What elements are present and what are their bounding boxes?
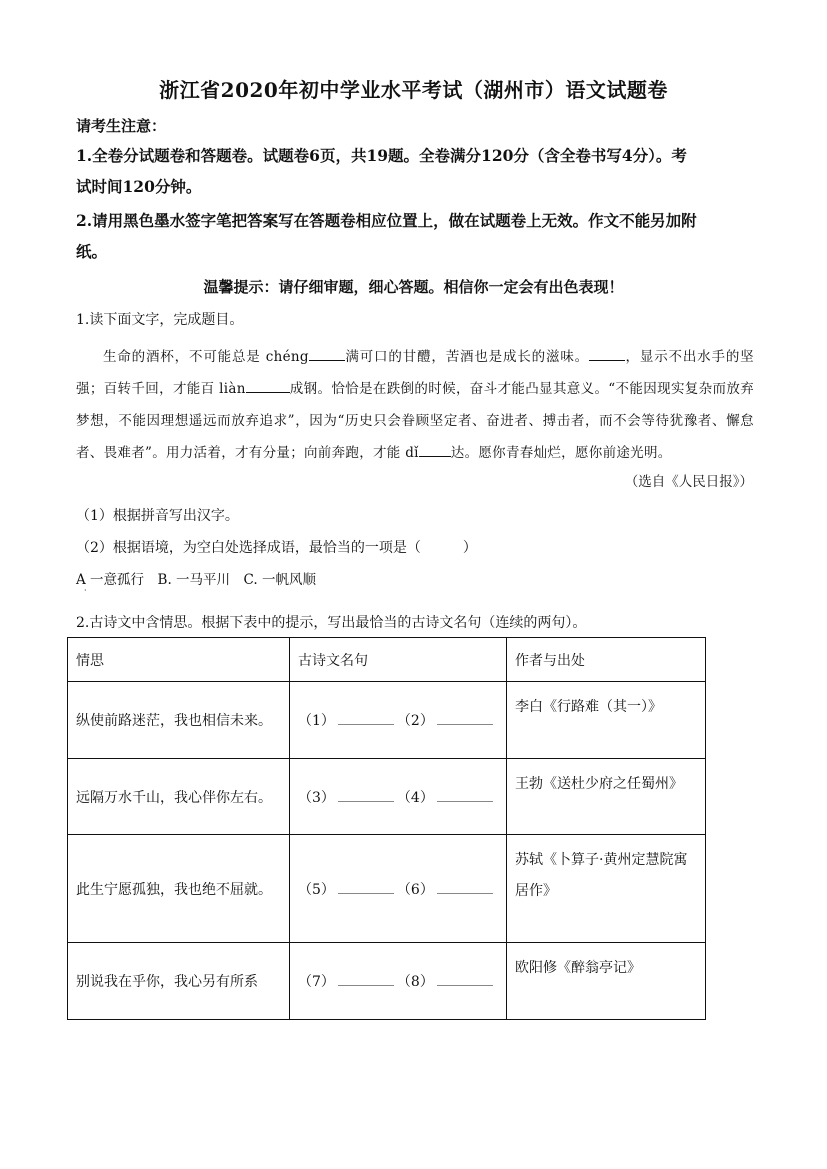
table-row <box>68 943 706 1020</box>
table-row <box>68 682 706 759</box>
answer-blank[interactable] <box>419 442 451 457</box>
answer-blank[interactable] <box>246 378 290 393</box>
question-2-stem: 2.古诗文中含情思。根据下表中的提示，写出最恰当的古诗文名句（连续的两句）。 <box>76 615 587 631</box>
author-cell: 王勃《送杜少府之任蜀州》 <box>507 759 706 835</box>
answer-blank[interactable] <box>589 346 625 361</box>
answer-cell[interactable]: （1） （2） <box>290 682 507 759</box>
answer-blank[interactable] <box>338 789 394 802</box>
exam-title: 浙江省2020年初中学业水平考试（湖州市）语文试题卷 <box>159 78 668 102</box>
emotion-cell: 纵使前路迷茫，我也相信未来。 <box>68 682 290 759</box>
answer-blank[interactable] <box>437 881 493 894</box>
table-row <box>68 759 706 835</box>
tip-text: 温馨提示：请仔细审题，细心答题。相信你一定会有出色表现！ <box>203 278 624 296</box>
question-1-sub-2: （2）根据语境，为空白处选择成语，最恰当的一项是（ ） <box>76 540 477 556</box>
question-1-stem: 1.读下面文字，完成题目。 <box>76 312 244 328</box>
answer-blank[interactable] <box>338 712 394 725</box>
notice-heading: 请考生注意： <box>76 117 167 135</box>
passage-source: （选自《人民日报》） <box>624 474 753 490</box>
notice-item-1: 1.全卷分试题卷和答题卷。试题卷6页，共19题。全卷满分120分（含全卷书写4分）。考 试时间120分钟。 <box>76 146 687 196</box>
table-header: 情思 <box>68 638 290 682</box>
table-header: 古诗文名句 <box>290 638 507 682</box>
answer-cell[interactable]: （3） （4） <box>290 759 507 835</box>
answer-blank[interactable] <box>437 712 493 725</box>
question-1-options: A 一意孤行 B. 一马平川 C. 一帆风顺 <box>76 572 316 588</box>
stray-dot: · <box>84 586 87 595</box>
notice-item-2: 2.请用黑色墨水签字笔把答案写在答题卷相应位置上，做在试题卷上无效。作文不能另加附 纸。 <box>76 211 697 261</box>
table-header-row <box>68 638 706 682</box>
reading-passage: 生命的酒杯，不可能总是 chéng 满可口的甘醴，苦酒也是成长的滋味。 ，显示不出水手的坚强；百转千回，才能百 liàn 成钢。恰恰是在跌倒的时候，奋斗才能凸显其意义。“不能因现实复杂而放弃梦想，不能因理想遥远而放弃追求”，因为“历史只会眷顾坚定者、奋进者、搏击者，而不会等待犹豫者、懈怠者、畏难者”。用力活着，才有分量；向前奔跑，才能 dǐ 达。愿你青春灿烂，愿你前途光明。 <box>76 341 754 469</box>
answer-blank[interactable] <box>309 346 345 361</box>
answer-cell[interactable]: （5） （6） <box>290 835 507 943</box>
author-cell: 李白《行路难（其一）》 <box>507 682 706 759</box>
emotion-cell: 远隔万水千山，我心伴你左右。 <box>68 759 290 835</box>
answer-blank[interactable] <box>437 973 493 986</box>
author-cell: 欧阳修《醉翁亭记》 <box>507 943 706 1020</box>
emotion-cell: 此生宁愿孤独，我也绝不屈就。 <box>68 835 290 943</box>
author-cell: 苏轼《卜算子·黄州定慧院寓居作》 <box>507 835 706 943</box>
table-row <box>68 835 706 943</box>
poetry-table <box>67 637 706 1020</box>
emotion-cell: 别说我在乎你，我心另有所系 <box>68 943 290 1020</box>
answer-blank[interactable] <box>437 789 493 802</box>
answer-blank[interactable] <box>338 973 394 986</box>
table-header: 作者与出处 <box>507 638 706 682</box>
question-1-sub-1: （1）根据拼音写出汉字。 <box>76 508 239 524</box>
answer-blank[interactable] <box>338 881 394 894</box>
answer-cell[interactable]: （7） （8） <box>290 943 507 1020</box>
